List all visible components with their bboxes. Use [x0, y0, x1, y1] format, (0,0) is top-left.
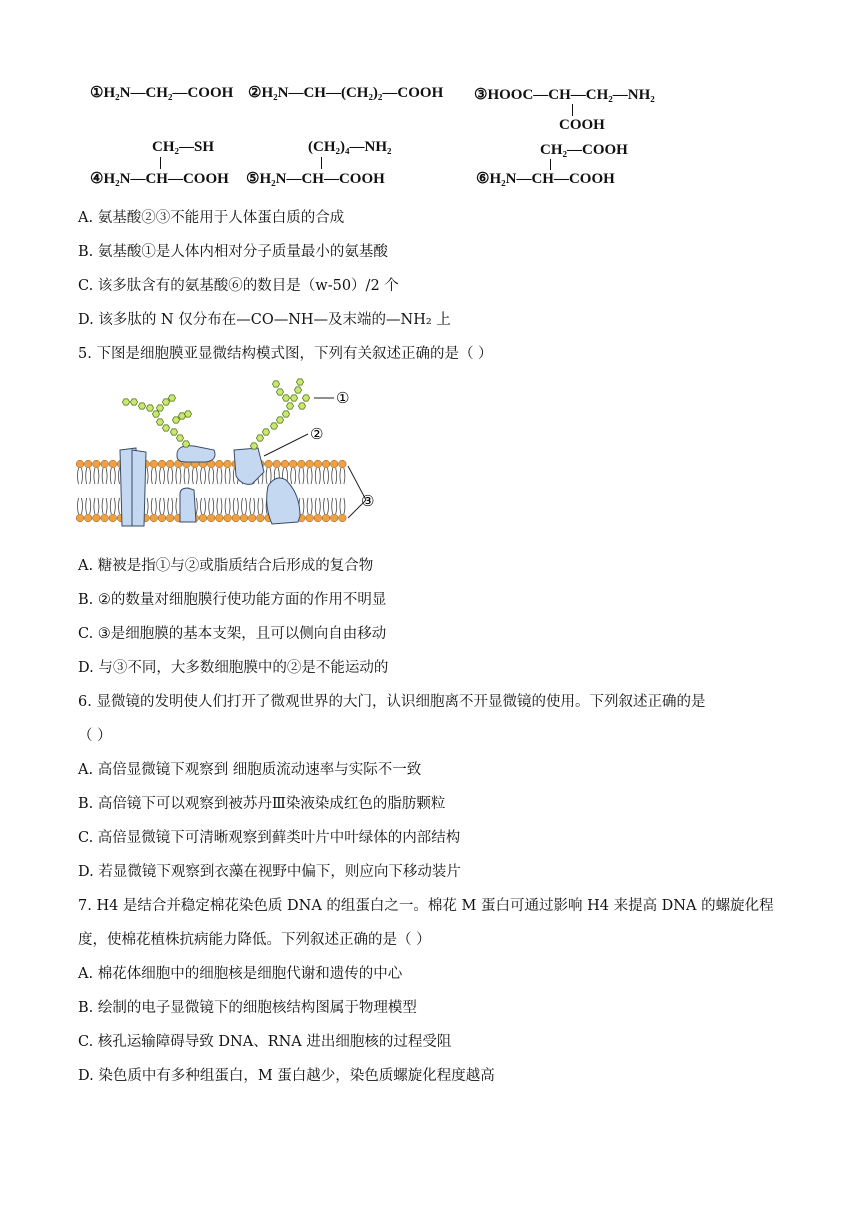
sugar-unit [302, 395, 309, 401]
q6-answer-paren: （ ） [78, 728, 112, 744]
lipid-tail [233, 498, 238, 514]
sugar-unit [138, 403, 145, 409]
sugar-unit [282, 411, 289, 417]
bond-line [572, 104, 573, 116]
lipid-tail [209, 498, 214, 514]
lipid-head [76, 460, 84, 468]
bond-line [550, 159, 551, 170]
sugar-unit [172, 417, 179, 423]
lipid-tail [201, 498, 206, 514]
peripheral-protein [177, 446, 215, 462]
sugar-unit [170, 429, 177, 435]
channel-protein-2 [132, 450, 146, 526]
q4-option-d: D. 该多肽的 N 仅分布在—CO—NH—及末端的—NH₂ 上 [78, 312, 451, 328]
lipid-tail [332, 468, 337, 484]
q4-option-b: B. 氨基酸①是人体内相对分子质量最小的氨基酸 [78, 244, 388, 260]
sugar-chain-left [122, 395, 191, 447]
lipid-tail [86, 468, 91, 484]
lipid-head [339, 460, 347, 468]
lipid-tail [192, 468, 197, 484]
q4-option-c: C. 该多肽含有的氨基酸⑥的数目是（w-50）/2 个 [78, 278, 399, 294]
sugar-unit [184, 411, 191, 417]
lipid-tail [307, 468, 312, 484]
lipid-tail [324, 468, 329, 484]
sugar-unit [156, 405, 163, 411]
sugar-unit [296, 379, 303, 385]
sugar-unit [298, 403, 305, 409]
lipid-tail [78, 498, 83, 514]
lipid-tail [324, 498, 329, 514]
lipid-head [265, 460, 273, 468]
sugar-unit [276, 417, 283, 423]
lipid-head [298, 460, 306, 468]
q5-option-d: D. 与③不同，大多数细胞膜中的②是不能运动的 [78, 660, 389, 676]
bond-line [160, 157, 161, 169]
lipid-tail [176, 468, 181, 484]
lipid-head [150, 460, 158, 468]
formula-5-substituent: (CH₂)₄—NH₂ [308, 139, 392, 155]
lipid-tail [110, 498, 115, 514]
lipid-tail [299, 468, 304, 484]
sugar-unit [294, 387, 301, 393]
q7-option-c: C. 核孔运输障碍导致 DNA、RNA 进出细胞核的过程受阻 [78, 1034, 452, 1050]
q7-option-d: D. 染色质中有多种组蛋白，M 蛋白越少，染色质螺旋化程度越高 [78, 1068, 495, 1084]
lipid-head [306, 460, 314, 468]
sugar-unit [290, 395, 297, 401]
q5-option-a: A. 糖被是指①与②或脂质结合后形成的复合物 [78, 558, 374, 574]
label-1: ① [336, 389, 350, 407]
label-3: ③ [361, 492, 375, 510]
formula-1: ①H₂N—CH₂—COOH [90, 85, 234, 101]
lipid-tail [209, 468, 214, 484]
lipid-tail [102, 468, 107, 484]
sugar-unit [146, 405, 153, 411]
lipid-head [207, 514, 215, 522]
lipid-head [109, 460, 117, 468]
formula-3: ③HOOC—CH—CH₂—NH₂ [474, 87, 655, 103]
formula-3-substituent: COOH [559, 117, 605, 133]
q6-option-b: B. 高倍镜下可以观察到被苏丹Ⅲ染液染成红色的脂肪颗粒 [78, 796, 446, 812]
formula-4-substituent: CH₂—SH [152, 139, 215, 155]
lipid-tail [168, 498, 173, 514]
q6-option-a: A. 高倍显微镜下观察到 细胞质流动速率与实际不一致 [78, 762, 422, 778]
q4-option-a: A. 氨基酸②③不能用于人体蛋白质的合成 [78, 210, 345, 226]
lipid-head [109, 514, 117, 522]
lipid-head [224, 460, 232, 468]
lipid-tail [184, 468, 189, 484]
lipid-head [84, 460, 92, 468]
glycoprotein-2 [234, 448, 264, 484]
lipid-head [224, 514, 232, 522]
formula-5: ⑤H₂N—CH—COOH [246, 171, 385, 187]
sugar-unit [156, 419, 163, 425]
lipid-head [166, 460, 174, 468]
sugar-unit [152, 411, 159, 417]
lipid-head [93, 514, 101, 522]
sugar-unit [176, 435, 183, 441]
lipid-head [257, 514, 265, 522]
sugar-unit [250, 443, 257, 449]
lipid-head [101, 460, 109, 468]
q5-stem: 5. 下图是细胞膜亚显微结构模式图，下列有关叙述正确的是（ ） [78, 346, 493, 362]
lipid-tail [340, 498, 345, 514]
lipid-tail [315, 498, 320, 514]
formula-6-substituent: CH₂—COOH [540, 142, 628, 158]
sugar-unit [286, 403, 293, 409]
lipid-head [93, 460, 101, 468]
lipid-tail [160, 498, 165, 514]
lipid-head [150, 514, 158, 522]
lipid-tail [258, 498, 263, 514]
lipid-tail [225, 468, 230, 484]
q7-option-a: A. 棉花体细胞中的细胞核是细胞代谢和遗传的中心 [78, 966, 403, 982]
cell-membrane-diagram [76, 376, 396, 528]
lipid-head [281, 460, 289, 468]
lipid-head [232, 514, 240, 522]
sugar-unit [270, 423, 277, 429]
lipid-head [216, 460, 224, 468]
lipid-head [322, 460, 330, 468]
lipid-tail [201, 468, 206, 484]
lipid-tail [168, 468, 173, 484]
lipid-tail [94, 498, 99, 514]
sugar-unit [276, 389, 283, 395]
lipid-head [273, 460, 281, 468]
lipid-head [240, 514, 248, 522]
phospholipid-bilayer [76, 460, 346, 522]
lipid-head [76, 514, 84, 522]
q7-stem-line1: 7. H4 是结合并稳定棉花染色质 DNA 的组蛋白之一。棉花 M 蛋白可通过影响 H4 来提高 DNA 的螺旋化程 [78, 898, 774, 914]
q6-stem: 6. 显微镜的发明使人们打开了微观世界的大门，认识细胞离不开显微镜的使用。下列叙述正确的是 [78, 694, 706, 710]
sugar-unit [262, 429, 269, 435]
sugar-unit [256, 435, 263, 441]
sugar-chain-right [250, 379, 309, 449]
lipid-tail [340, 468, 345, 484]
formula-2: ②H₂N—CH—(CH₂)₂—COOH [248, 85, 444, 101]
sugar-unit [182, 441, 189, 447]
lipid-head [330, 460, 338, 468]
lipid-head [330, 514, 338, 522]
lipid-head [216, 514, 224, 522]
q6-option-c: C. 高倍显微镜下可清晰观察到藓类叶片中叶绿体的内部结构 [78, 830, 461, 846]
lipid-tail [217, 468, 222, 484]
lipid-head [101, 514, 109, 522]
transmembrane-protein [267, 478, 300, 524]
lipid-tail [110, 468, 115, 484]
formula-4: ④H₂N—CH—COOH [90, 171, 229, 187]
lipid-tail [102, 498, 107, 514]
lipid-tail [250, 498, 255, 514]
lipid-tail [332, 498, 337, 514]
lipid-tail [291, 468, 296, 484]
q7-stem-line2: 度，使棉花植株抗病能力降低。下列叙述正确的是（ ） [78, 932, 431, 948]
lipid-head [158, 460, 166, 468]
lipid-head [199, 514, 207, 522]
lipid-tail [86, 498, 91, 514]
lipid-head [314, 460, 322, 468]
lipid-tail [94, 468, 99, 484]
lipid-head [166, 514, 174, 522]
sugar-unit [272, 381, 279, 387]
lipid-head [158, 514, 166, 522]
inner-protein [180, 488, 196, 522]
sugar-unit [130, 399, 137, 405]
lipid-head [289, 460, 297, 468]
lipid-head [339, 514, 347, 522]
sugar-unit [168, 395, 175, 401]
sugar-unit [282, 395, 289, 401]
lipid-tail [151, 468, 156, 484]
lipid-tail [315, 468, 320, 484]
lipid-tail [242, 498, 247, 514]
lipid-head [322, 514, 330, 522]
bond-line [321, 157, 322, 169]
lipid-head [314, 514, 322, 522]
q7-option-b: B. 绘制的电子显微镜下的细胞核结构图属于物理模型 [78, 1000, 417, 1016]
lipid-tail [225, 498, 230, 514]
lipid-tail [151, 498, 156, 514]
lipid-head [306, 514, 314, 522]
q5-option-b: B. ②的数量对细胞膜行使功能方面的作用不明显 [78, 592, 387, 608]
sugar-unit [162, 425, 169, 431]
lipid-tail [266, 468, 271, 484]
label-2: ② [310, 425, 324, 443]
lipid-head [84, 514, 92, 522]
q5-option-c: C. ③是细胞膜的基本支架，且可以侧向自由移动 [78, 626, 387, 642]
sugar-unit [122, 399, 129, 405]
q6-option-d: D. 若显微镜下观察到衣藻在视野中偏下，则应向下移动装片 [78, 864, 461, 880]
sugar-unit [162, 399, 169, 405]
lipid-tail [78, 468, 83, 484]
formula-6: ⑥H₂N—CH—COOH [476, 171, 615, 187]
lipid-tail [217, 498, 222, 514]
lipid-tail [160, 468, 165, 484]
lipid-tail [307, 498, 312, 514]
lipid-head [248, 514, 256, 522]
